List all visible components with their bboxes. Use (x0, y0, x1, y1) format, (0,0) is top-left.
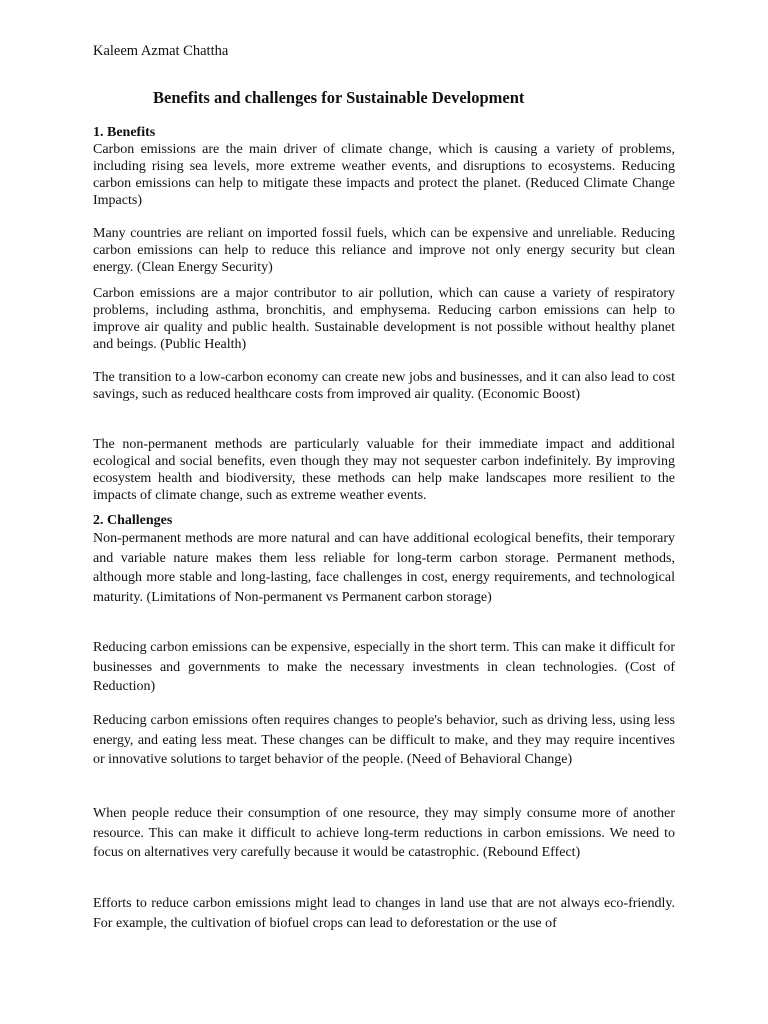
challenges-section-cont (93, 894, 675, 933)
benefits-section-cont (93, 436, 675, 504)
challenges-section-cont (93, 804, 675, 863)
benefit-paragraph: The non-permanent methods are particularly valuable for their immediate impact and additional ecological and social benefits, even though they may not sequester carbon indefinitely. By improving ecosystem health and biodiversity, these methods can help make landscapes more resilient to the impacts of climate change, such as extreme weather events. (93, 437, 675, 503)
challenge-paragraph: When people reduce their consumption of one resource, they may simply consume more of another resource. This can make it difficult to achieve long-term reductions in carbon emissions. We need to focus on alternatives very carefully because it would be catastrophic. (Rebound Effect) (93, 806, 675, 860)
benefits-section-cont (93, 285, 675, 353)
benefits-section (93, 124, 675, 209)
challenges-section (93, 512, 675, 607)
benefit-paragraph: Carbon emissions are the main driver of climate change, which is causing a variety of problems, including rising sea levels, more extreme weather events, and disruptions to ecosystems. Reducing carbon emissions can help to mitigate these impacts and protect the planet. (Reduced Climate Change Impacts) (93, 142, 675, 208)
challenges-section-cont (93, 711, 675, 770)
benefits-heading: 1. Benefits (93, 125, 156, 140)
challenges-heading: 2. Challenges (93, 513, 173, 528)
benefit-paragraph: The transition to a low-carbon economy can create new jobs and businesses, and it can also lead to cost savings, such as reduced healthcare costs from improved air quality. (Economic Boost) (93, 370, 675, 402)
page-title: Benefits and challenges for Sustainable Development (153, 88, 525, 107)
benefits-section-cont (93, 225, 675, 276)
author-name: Kaleem Azmat Chattha (93, 43, 229, 59)
challenges-section-cont (93, 638, 675, 697)
benefit-paragraph: Many countries are reliant on imported fossil fuels, which can be expensive and unreliable. Reducing carbon emissions can help to reduce this reliance and improve not only energy security but clean energy. (Clean Energy Security) (93, 226, 675, 275)
challenge-paragraph: Non-permanent methods are more natural and can have additional ecological benefits, their temporary and variable nature makes them less reliable for long-term carbon storage. Permanent methods, although more stable and long-lasting, face challenges in cost, energy requirements, and technological maturity. (Limitations of Non-permanent vs Permanent carbon storage) (93, 531, 675, 605)
challenge-paragraph: Reducing carbon emissions can be expensive, especially in the short term. This can make it difficult for businesses and governments to make the necessary investments in clean technologies. (Cost of Reduction) (93, 640, 675, 694)
challenge-paragraph: Efforts to reduce carbon emissions might lead to changes in land use that are not always eco-friendly. For example, the cultivation of biofuel crops can lead to deforestation or the use of (93, 896, 675, 931)
benefit-paragraph: Carbon emissions are a major contributor to air pollution, which can cause a variety of respiratory problems, including asthma, bronchitis, and emphysema. Reducing carbon emissions can help to improve air quality and public health. Sustainable development is not possible without healthy planet and beings. (Public Health) (93, 286, 675, 352)
benefits-section-cont (93, 369, 675, 403)
challenge-paragraph: Reducing carbon emissions often requires changes to people's behavior, such as driving less, using less energy, and eating less meat. These changes can be difficult to make, and they may require incentives or innovative solutions to target behavior of the people. (Need of Behavioral Change) (93, 713, 675, 767)
